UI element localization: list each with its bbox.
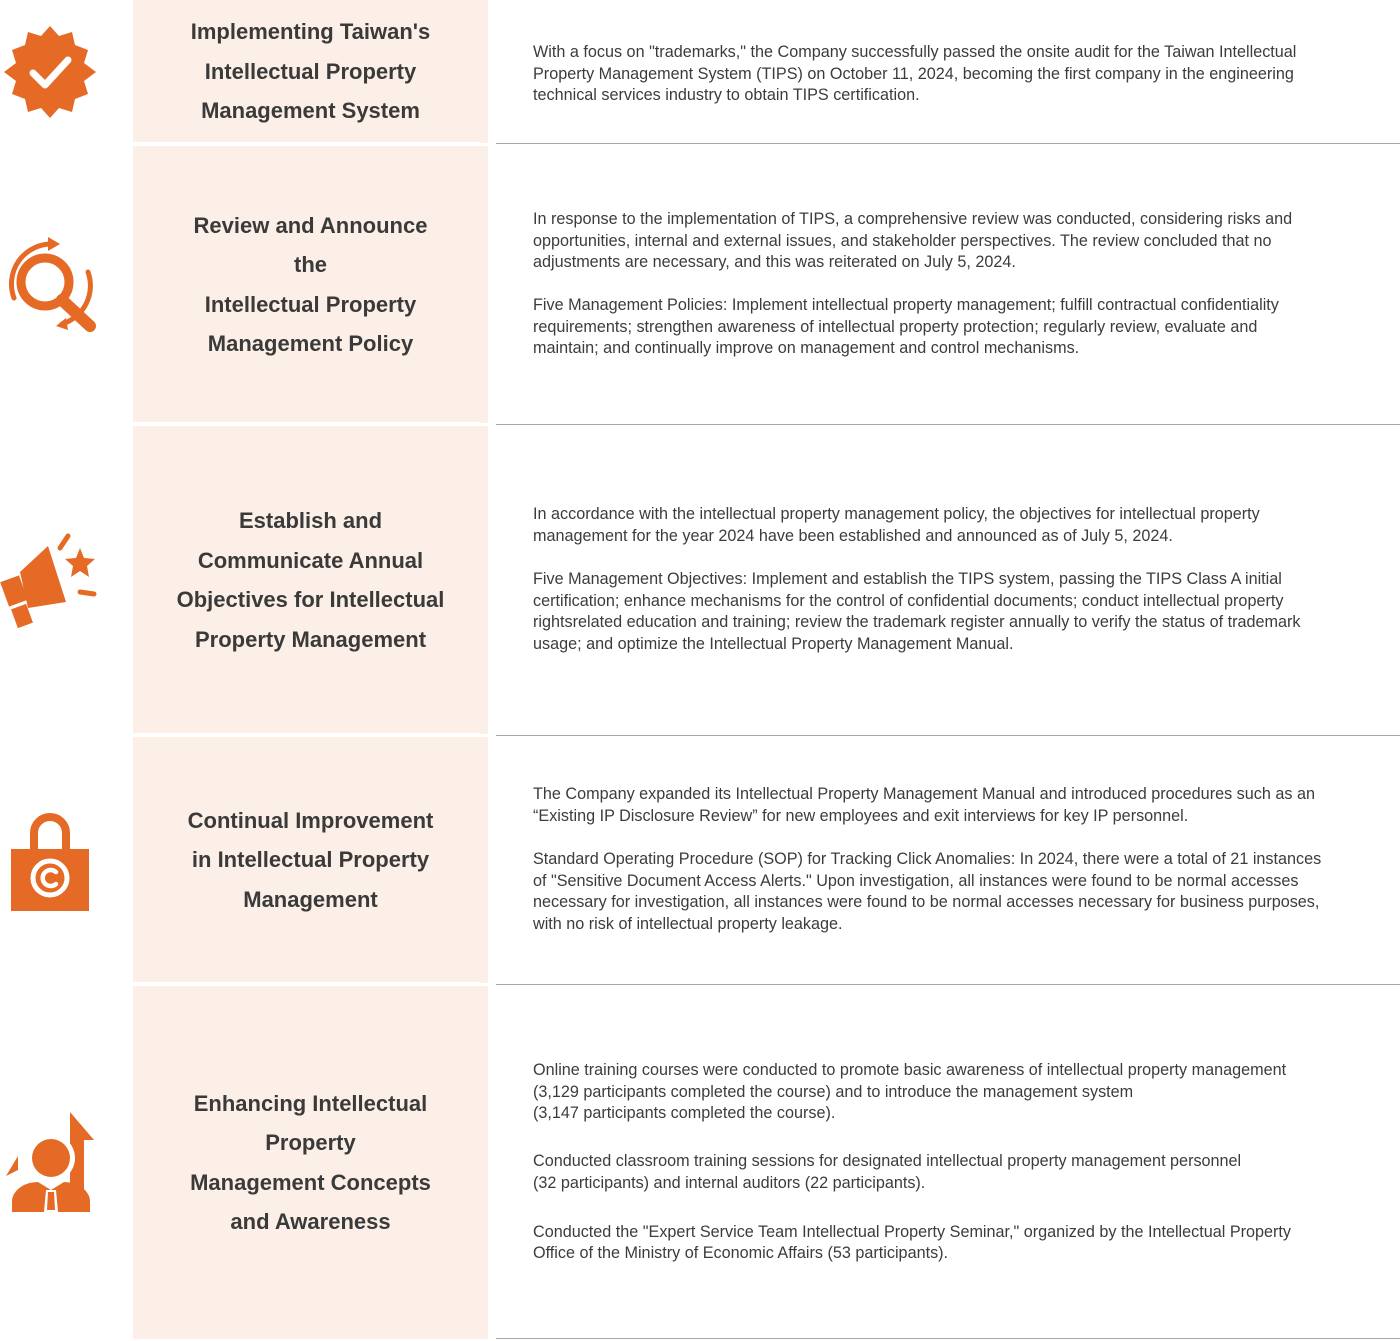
row-title: Review and Announce the Intellectual Property Management Policy (193, 212, 428, 356)
table-row (0, 426, 1400, 734)
paragraph: With a focus on "trademarks," the Company successfully passed the onsite audit for the Taiwan Intellectual Property Management System (TIPS) on October 11, 2024, becoming the first company in the engineering technical services industry to obtain TIPS certification. (533, 43, 1297, 105)
paragraph: Five Management Objectives: Implement and establish the TIPS system, passing the TIPS Class A initial certification; enhance mechanisms for the control of confidential documents; conduct intellectual property rightsrelated education and training; review the trademark register annually to verify the status of trademark usage; and optimize the Intellectual Property Management Manual. (533, 569, 1301, 653)
paragraph: Conducted classroom training sessions for designated intellectual property management personnel (32 participants) and internal auditors (22 participants). (533, 1152, 1242, 1192)
megaphone-icon (0, 528, 100, 632)
paragraph: In response to the implementation of TIPS, a comprehensive review was conducted, considering risks and opportunities, internal and external issues, and stakeholder perspectives. The review concluded that no adjustments are necessary, and this was reiterated on July 5, 2024. (533, 209, 1293, 272)
row-divider (496, 735, 1400, 736)
verified-badge-icon (0, 22, 100, 122)
row-content (533, 146, 1385, 423)
row-title-cell (133, 986, 488, 1339)
search-refresh-icon (0, 234, 100, 334)
table-row (0, 146, 1400, 423)
paragraph: Five Management Policies: Implement intellectual property management; fulfill contractual confidentiality requirements; strengthen awareness of intellectual property protection; regularly review, evaluate and maintain; and continually improve on management and control mechanisms. (533, 296, 1279, 358)
row-content (533, 737, 1385, 983)
row-content (533, 426, 1385, 734)
table-row (0, 737, 1400, 983)
paragraph: Online training courses were conducted to promote basic awareness of intellectual property management (3,129 participants completed the course) and to introduce the management system (3,147 participants completed the course). (533, 1061, 1287, 1123)
copyright-lock-icon (0, 809, 100, 913)
row-content (533, 0, 1385, 143)
table-row (0, 986, 1400, 1339)
row-title: Continual Improvement in Intellectual Property Management (187, 807, 434, 912)
paragraph: In accordance with the intellectual property management policy, the objectives for intellectual property management for the year 2024 have been established and announced as of July 5, 2024. (533, 505, 1260, 546)
row-title-cell (133, 146, 488, 423)
paragraph: Standard Operating Procedure (SOP) for Tracking Click Anomalies: In 2024, there were a total of 21 instances of "Sensitive Document Access Alerts." Upon investigation, all instances were found to be normal accesses necessary for investigation, all instances were found to be normal accesses necessary for business purposes, with no risk of intellectual property leakage. (533, 849, 1322, 933)
paragraph: Conducted the "Expert Service Team Intellectual Property Seminar," organized by the Intellectual Property Office of the Ministry of Economic Affairs (53 participants). (533, 1222, 1292, 1263)
row-title: Establish and Communicate Annual Objectives for Intellectual Property Management (176, 508, 445, 652)
row-title: Implementing Taiwan's Intellectual Property Management System (190, 19, 431, 124)
person-growth-icon (0, 1110, 100, 1214)
row-title-cell (133, 737, 488, 983)
row-title-cell (133, 426, 488, 734)
row-divider (496, 424, 1400, 425)
row-title-cell (133, 0, 488, 143)
table-row (0, 0, 1400, 143)
row-title: Enhancing Intellectual Property Management Concepts and Awareness (190, 1090, 431, 1234)
paragraph: The Company expanded its Intellectual Property Management Manual and introduced procedures such as an “Existing IP Disclosure Review” for new employees and exit interviews for key IP personnel. (533, 785, 1315, 826)
row-divider (496, 1338, 1400, 1339)
row-divider (496, 143, 1400, 144)
row-content (533, 986, 1385, 1339)
row-divider (496, 984, 1400, 985)
